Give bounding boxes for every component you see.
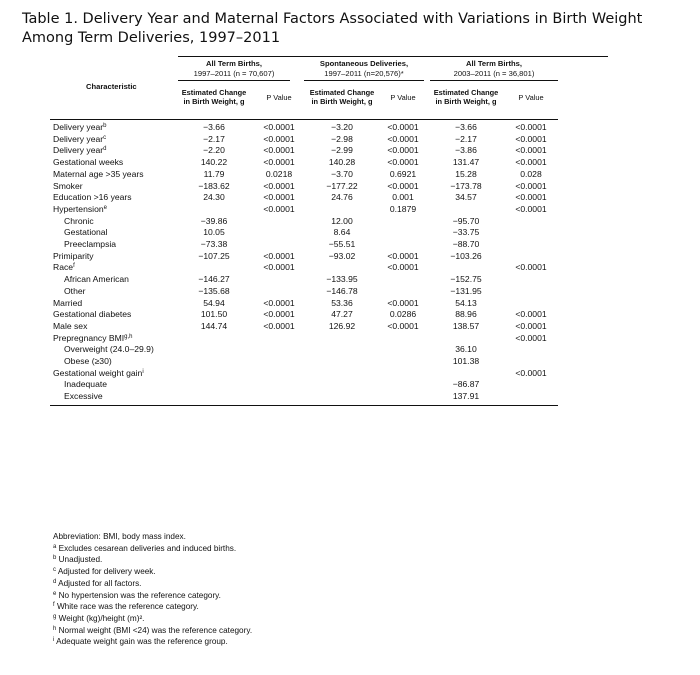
pvalue-cell: <0.0001 <box>515 145 547 156</box>
estimate-cell: 12.00 <box>331 215 353 226</box>
row-label: Chronic <box>64 215 94 226</box>
pvalue-cell: <0.0001 <box>515 262 547 273</box>
estimate-cell: −2.20 <box>203 145 225 156</box>
footnote-item <box>53 578 473 590</box>
table-footnotes <box>53 531 473 648</box>
group-header-1-line2: 1997–2011 (n = 70,607) <box>193 68 275 78</box>
pvalue-cell: <0.0001 <box>263 180 295 191</box>
group-header-2-line1: Spontaneous Deliveries, <box>319 59 409 68</box>
footnote-item <box>53 543 473 555</box>
estimate-cell: 8.64 <box>333 227 351 238</box>
estimate-cell: 36.10 <box>455 344 477 355</box>
table-top-rule <box>178 56 608 57</box>
estimate-cell: −146.27 <box>198 274 230 285</box>
pvalue-header-1: P Value <box>266 93 292 102</box>
pvalue-cell: 0.0286 <box>389 309 417 320</box>
estimate-cell: 10.05 <box>203 227 225 238</box>
estimate-cell: 54.13 <box>455 297 477 308</box>
row-footnote-mark: g,h <box>124 333 133 340</box>
group-underline-1 <box>178 80 290 81</box>
footnote-text: No hypertension was the reference category. <box>56 590 221 600</box>
table-row <box>50 344 558 356</box>
pvalue-cell: <0.0001 <box>263 157 295 168</box>
estimate-cell: −73.38 <box>200 239 228 249</box>
estimate-cell: −2.99 <box>331 145 353 156</box>
footnote-text: Unadjusted. <box>56 555 103 565</box>
table-row <box>50 157 558 169</box>
pvalue-cell: <0.0001 <box>387 297 419 308</box>
pvalue-cell: <0.0001 <box>515 133 547 144</box>
row-label: Smoker <box>53 180 83 191</box>
pvalue-cell: <0.0001 <box>263 297 295 308</box>
estimate-cell: 140.22 <box>200 157 228 168</box>
estimate-header-3: Estimated Change in Birth Weight, g <box>433 88 499 106</box>
estimate-cell: 34.57 <box>455 192 477 203</box>
table-row <box>50 192 558 204</box>
estimate-cell: 53.36 <box>331 297 353 308</box>
row-footnote-mark: c <box>103 134 107 141</box>
estimate-cell: 11.79 <box>203 168 225 179</box>
table-row <box>50 181 558 193</box>
table-row <box>50 309 558 321</box>
table-row <box>50 391 558 403</box>
table-row <box>50 321 558 333</box>
row-footnote-mark: f <box>73 263 75 270</box>
row-footnote-mark: i <box>142 368 144 375</box>
estimate-cell: −2.17 <box>203 133 225 144</box>
footnote-mark: c <box>53 567 56 574</box>
footnote-item <box>53 625 473 637</box>
pvalue-cell: 0.0218 <box>265 168 293 179</box>
footnote-text: Excludes cesarean deliveries and induced births. <box>56 543 237 553</box>
row-label: Gestational <box>64 227 108 238</box>
estimate-cell: 137.91 <box>452 391 480 402</box>
pvalue-cell: <0.0001 <box>515 180 547 191</box>
row-label: Obese (≥30) <box>64 356 112 366</box>
row-label: Gestational weeks <box>53 157 124 168</box>
table-row <box>50 379 558 391</box>
table-row <box>50 169 558 181</box>
row-label: Race$^f$ <box>53 262 75 273</box>
pvalue-cell: <0.0001 <box>515 309 547 320</box>
estimate-cell: 138.57 <box>452 320 480 331</box>
table-row <box>50 216 558 228</box>
estimate-cell: −2.17 <box>455 133 477 144</box>
estimate-cell: −183.62 <box>198 180 230 191</box>
footnote-mark: b <box>53 555 57 562</box>
estimate-cell: −86.87 <box>452 379 480 390</box>
footnote-mark: e <box>53 590 57 597</box>
estimate-cell: −3.66 <box>455 122 477 132</box>
pvalue-cell: 0.1879 <box>389 203 417 214</box>
estimate-cell: −152.75 <box>450 274 482 285</box>
pvalue-cell: <0.0001 <box>263 250 295 261</box>
footnote-mark: f <box>53 602 55 609</box>
estimate-cell: −177.22 <box>326 180 358 191</box>
row-label: Married <box>53 297 83 308</box>
footnote-mark: h <box>53 625 57 632</box>
estimate-cell: −173.78 <box>450 180 482 191</box>
estimate-cell: −135.68 <box>198 285 230 296</box>
estimate-cell: 126.92 <box>328 320 356 331</box>
row-label: Excessive <box>64 391 103 402</box>
pvalue-cell: <0.0001 <box>263 309 295 320</box>
row-label: Delivery year$^d$ <box>53 145 107 156</box>
row-label: African American <box>64 274 129 285</box>
footnote-text: Normal weight (BMI <24) was the reference category. <box>56 625 253 635</box>
pvalue-cell: <0.0001 <box>515 157 547 168</box>
row-label: Delivery year$^c$ <box>53 133 107 144</box>
pvalue-cell: 0.028 <box>520 168 542 179</box>
footnote-item <box>53 636 473 648</box>
estimate-cell: −107.25 <box>198 250 230 261</box>
table-bottom-rule <box>50 405 558 406</box>
estimate-cell: −3.70 <box>331 168 353 179</box>
header-bottom-rule <box>50 119 558 120</box>
pvalue-cell: <0.0001 <box>515 122 547 132</box>
pvalue-cell: <0.0001 <box>387 145 419 156</box>
table-row <box>50 333 558 345</box>
pvalue-cell: <0.0001 <box>387 262 419 273</box>
pvalue-cell: <0.0001 <box>515 320 547 331</box>
estimate-cell: −39.86 <box>200 215 228 226</box>
pvalue-cell: <0.0001 <box>263 192 295 203</box>
pvalue-cell: <0.0001 <box>387 250 419 261</box>
footnote-mark: i <box>53 637 55 644</box>
estimate-cell: −131.95 <box>450 285 482 296</box>
pvalue-cell: <0.0001 <box>387 133 419 144</box>
estimate-cell: 101.50 <box>200 309 228 320</box>
estimate-cell: 54.94 <box>203 297 225 308</box>
footnote-text: Adjusted for delivery week. <box>56 567 156 577</box>
table-row <box>50 145 558 157</box>
row-label: Prepregnancy BMI$^{g,h}$ <box>53 332 133 343</box>
pvalue-cell: <0.0001 <box>387 122 419 132</box>
pvalue-cell: <0.0001 <box>263 145 295 156</box>
footnote-item <box>53 566 473 578</box>
pvalue-cell: 0.001 <box>392 192 414 203</box>
estimate-cell: 131.47 <box>452 157 480 168</box>
estimate-cell: −103.26 <box>450 250 482 261</box>
table-title: Table 1. Delivery Year and Maternal Factors Associated with Variations in Birth Weight Among Term Deliveries, 1997–2011 <box>22 11 643 46</box>
group-header-1 <box>178 59 290 78</box>
group-header-2 <box>304 59 424 78</box>
footnote-item <box>53 554 473 566</box>
pvalue-cell: <0.0001 <box>263 320 295 331</box>
row-label: Overweight (24.0–29.9) <box>64 344 154 355</box>
group-underline-3 <box>430 80 558 81</box>
estimate-cell: 88.96 <box>455 309 477 320</box>
pvalue-cell: <0.0001 <box>387 320 419 331</box>
row-footnote-mark: d <box>103 146 107 153</box>
characteristic-header: Characteristic <box>86 82 137 91</box>
row-label: Inadequate <box>64 379 108 390</box>
pvalue-cell: <0.0001 <box>263 262 295 273</box>
estimate-cell: −95.70 <box>452 215 480 226</box>
table-row <box>50 227 558 239</box>
group-header-2-line2: 1997–2011 (n=20,576)* <box>324 68 404 78</box>
pvalue-cell: <0.0001 <box>263 122 295 132</box>
footnote-text: Adjusted for all factors. <box>56 578 142 588</box>
row-label: Education >16 years <box>53 192 132 203</box>
table-row <box>50 239 558 251</box>
table-row <box>50 286 558 298</box>
group-header-3-line1: All Term Births, <box>466 59 522 68</box>
estimate-header-1: Estimated Change in Birth Weight, g <box>181 88 247 106</box>
row-label: Male sex <box>53 320 88 331</box>
estimate-cell: 24.30 <box>203 192 225 203</box>
estimate-cell: −2.98 <box>331 133 353 144</box>
row-label: Primiparity <box>53 250 94 261</box>
pvalue-cell: <0.0001 <box>263 203 295 214</box>
estimate-cell: 15.28 <box>455 168 477 179</box>
row-label: Delivery year$^b$ <box>53 122 107 132</box>
row-footnote-mark: e <box>103 204 107 211</box>
row-label: Gestational diabetes <box>53 309 132 320</box>
estimate-cell: 24.76 <box>331 192 353 203</box>
row-footnote-mark: b <box>103 123 107 129</box>
table-row <box>50 356 558 368</box>
pvalue-header-2: P Value <box>390 93 416 102</box>
footnote-list <box>53 543 473 648</box>
estimate-cell: −3.86 <box>455 145 477 156</box>
pvalue-cell: <0.0001 <box>515 203 547 214</box>
estimate-cell: −88.70 <box>452 239 480 249</box>
footnote-item <box>53 613 473 625</box>
table-row <box>50 368 558 380</box>
row-label: Gestational weight gain$^i$ <box>53 367 144 378</box>
footnote-mark: a <box>53 543 57 550</box>
estimate-cell: 144.74 <box>200 320 228 331</box>
pvalue-cell: <0.0001 <box>515 367 547 378</box>
group-header-1-line1: All Term Births, <box>206 59 262 68</box>
estimate-cell: −93.02 <box>328 250 356 261</box>
estimate-header-2: Estimated Change in Birth Weight, g <box>309 88 375 106</box>
row-label: Preeclampsia <box>64 239 117 249</box>
footnote-mark: g <box>53 613 57 620</box>
group-underline-2 <box>304 80 424 81</box>
row-label: Maternal age >35 years <box>53 168 144 179</box>
estimate-cell: −33.75 <box>452 227 480 238</box>
estimate-cell: 47.27 <box>331 309 353 320</box>
pvalue-cell: <0.0001 <box>515 332 547 343</box>
estimate-cell: 140.28 <box>328 157 356 168</box>
footnote-abbreviation: Abbreviation: BMI, body mass index. <box>53 532 186 541</box>
table-row <box>50 251 558 263</box>
row-label: Hypertension$^e$ <box>53 203 107 214</box>
birth-weight-table <box>50 56 558 526</box>
pvalue-cell: <0.0001 <box>263 133 295 144</box>
footnote-text: Adequate weight gain was the reference group. <box>54 637 228 647</box>
estimate-cell: −133.95 <box>326 274 358 285</box>
pvalue-cell: 0.6921 <box>389 168 417 179</box>
estimate-cell: −3.66 <box>203 122 225 132</box>
table-row <box>50 274 558 286</box>
group-header-3-line2: 2003–2011 (n = 36,801) <box>453 68 535 78</box>
pvalue-cell: <0.0001 <box>387 157 419 168</box>
pvalue-cell: <0.0001 <box>387 180 419 191</box>
footnote-text: Weight (kg)/height (m)². <box>56 613 145 623</box>
estimate-cell: −3.20 <box>331 122 353 132</box>
table-row <box>50 262 558 274</box>
footnote-text: White race was the reference category. <box>54 602 199 612</box>
estimate-cell: −146.78 <box>326 285 358 296</box>
pvalue-header-3: P Value <box>518 93 544 102</box>
estimate-cell: 101.38 <box>452 356 480 366</box>
table-row <box>50 122 558 134</box>
footnote-item <box>53 601 473 613</box>
footnote-mark: d <box>53 578 57 585</box>
estimate-cell: −55.51 <box>328 239 356 249</box>
table-row <box>50 298 558 310</box>
pvalue-cell: <0.0001 <box>515 192 547 203</box>
table-row <box>50 204 558 216</box>
table-row <box>50 134 558 146</box>
group-header-3 <box>430 59 558 78</box>
footnote-item <box>53 590 473 602</box>
row-label: Other <box>64 285 86 296</box>
